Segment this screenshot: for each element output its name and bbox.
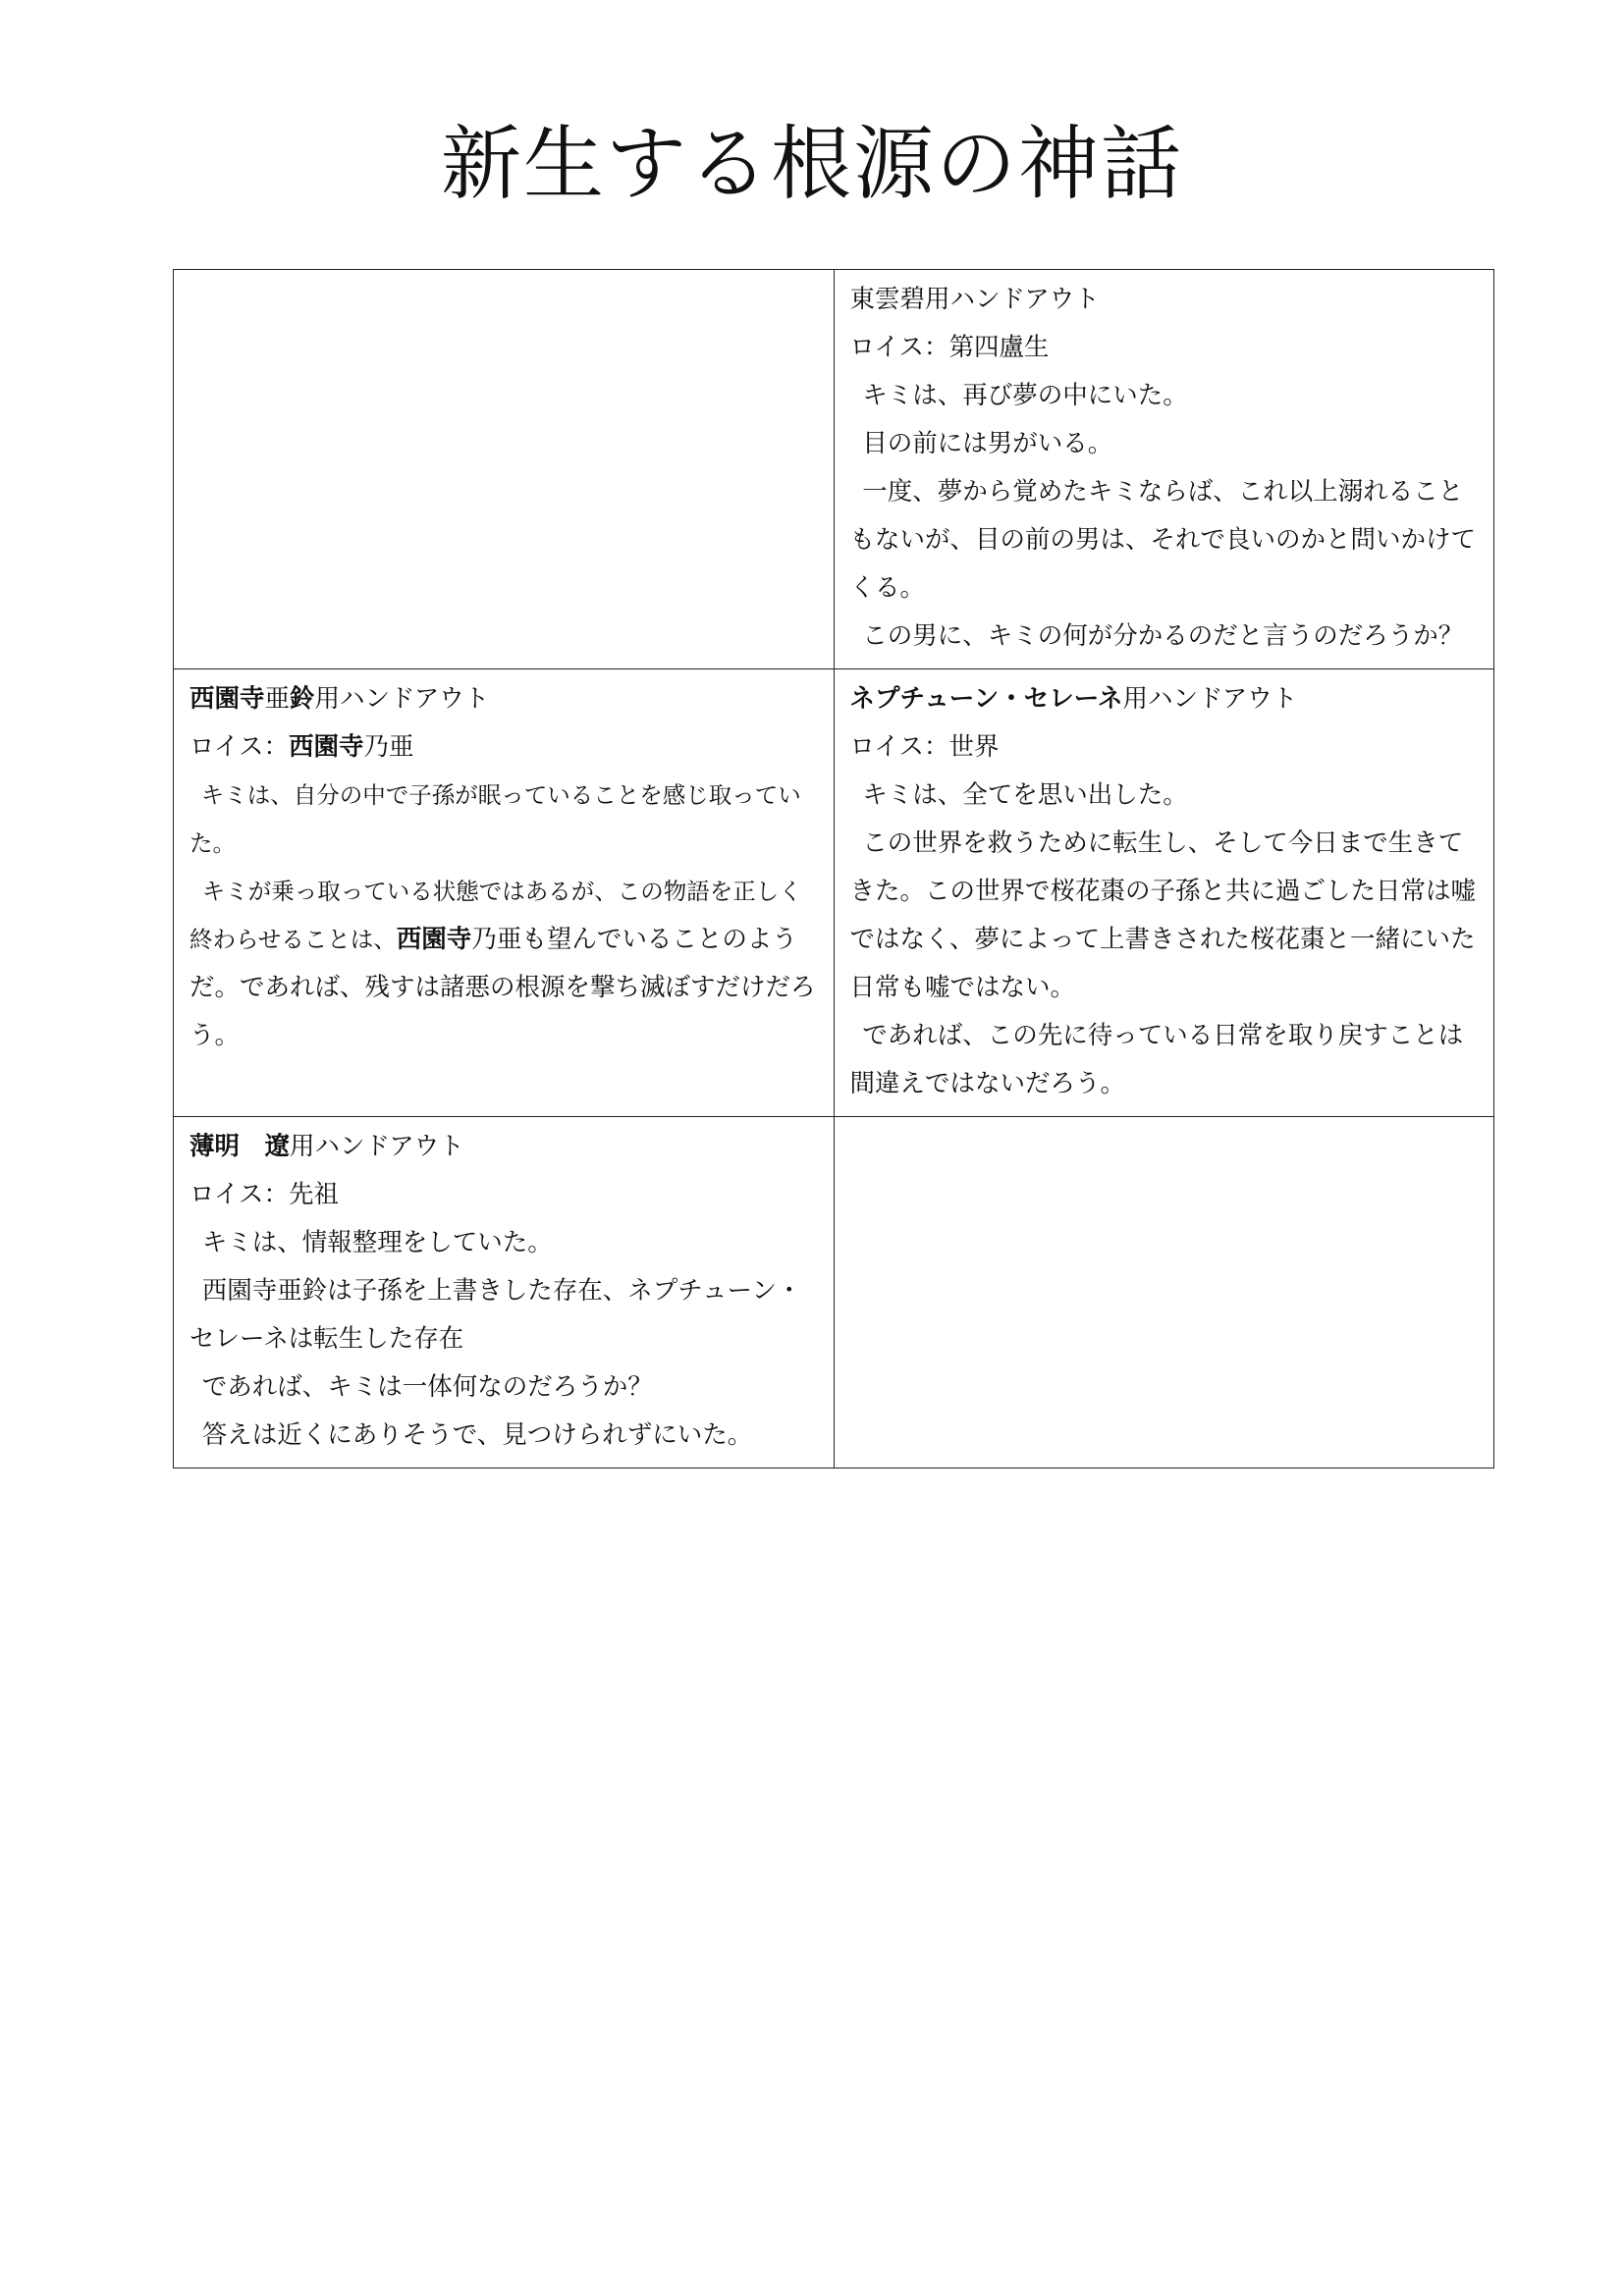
handout-paragraph xyxy=(189,868,820,1060)
character-name: ネプチューン・セレーネ xyxy=(849,684,1123,714)
paragraph-bold-name: 西園寺 xyxy=(396,925,472,954)
roisu-name-bold: 西園寺 xyxy=(288,732,364,762)
handout-title xyxy=(850,675,1481,723)
roisu-label: ロイス： xyxy=(189,732,289,762)
empty-cell xyxy=(174,270,835,669)
handout-paragraph: この男に、キミの何が分かるのだと言うのだろうか？ xyxy=(862,621,1464,651)
roisu-line: ロイス：先祖 xyxy=(189,1180,339,1209)
handout-paragraph: 西園寺亜鈴は子孫を上書きした存在、ネプチューン・セレーネは転生した存在 xyxy=(189,1276,802,1354)
handout-paragraph: 答えは近くにありそうで、見つけられずにいた。 xyxy=(201,1420,753,1450)
handout-paragraph: 一度、夢から覚めたキミならば、これ以上溺れることもないが、目の前の男は、それで良いのかと問いかけてくる。 xyxy=(849,477,1477,603)
paragraph-text: 乃亜も望んでいることのようだ。であれば、残すは諸悪の根源を撃ち滅ぼすだけだろう。 xyxy=(189,925,816,1050)
document-title: 新生する根源の神話 xyxy=(440,118,1183,211)
handout-title xyxy=(189,1123,820,1171)
roisu-line: ロイス：世界 xyxy=(849,732,1000,762)
character-name: 薄明 遼 xyxy=(189,1132,291,1161)
handout-title-suffix: 用ハンドアウト xyxy=(290,1132,464,1161)
roisu-name-rest: 乃亜 xyxy=(363,732,414,762)
handout-cell-hakumei xyxy=(174,1117,835,1468)
handout-paragraph: 目の前には男がいる。 xyxy=(862,429,1113,458)
roisu-line: ロイス：第四盧生 xyxy=(849,333,1050,362)
handout-table xyxy=(173,269,1494,1468)
handout-paragraph: であれば、この先に待っている日常を取り戻すことは間違えではないだろう。 xyxy=(849,1021,1464,1098)
handout-title-suffix: 用ハンドアウト xyxy=(1122,684,1298,714)
handout-cell-saionji xyxy=(174,669,835,1117)
handout-paragraph: キミは、全てを思い出した。 xyxy=(862,780,1188,810)
roisu-line xyxy=(189,723,820,772)
table-row xyxy=(174,1117,1494,1468)
handout-paragraph: であれば、キミは一体何なのだろうか？ xyxy=(201,1372,653,1402)
handout-title: 東雲碧用ハンドアウト xyxy=(849,285,1100,314)
handout-title xyxy=(189,675,820,723)
handout-paragraph: キミは、情報整理をしていた。 xyxy=(201,1228,553,1257)
handout-paragraph: キミは、自分の中で子孫が眠っていることを感じ取っていた。 xyxy=(189,781,801,857)
empty-cell xyxy=(834,1117,1494,1468)
table-row xyxy=(174,669,1494,1117)
table-row xyxy=(174,270,1494,669)
character-name-part: 鈴 xyxy=(290,684,315,714)
character-name: 西園寺 xyxy=(189,684,265,714)
handout-paragraph: キミは、再び夢の中にいた。 xyxy=(862,381,1188,410)
paragraph-text: キミが乗っ取っている状態ではあるが、この物語を正しく終わらせることは、 xyxy=(189,878,802,953)
handout-paragraph: この世界を救うために転生し、そして今日まで生きてきた。この世界で桜花棗の子孫と共に過ごした日常は嘘ではなく、夢によって上書きされた桜花棗と一緒にいた日常も嘘ではない。 xyxy=(849,828,1477,1002)
handout-cell-neptune xyxy=(834,669,1494,1117)
handout-cell-azuma xyxy=(834,270,1494,669)
handout-title-suffix: 用ハンドアウト xyxy=(314,684,490,714)
character-name-part: 亜 xyxy=(264,684,291,714)
